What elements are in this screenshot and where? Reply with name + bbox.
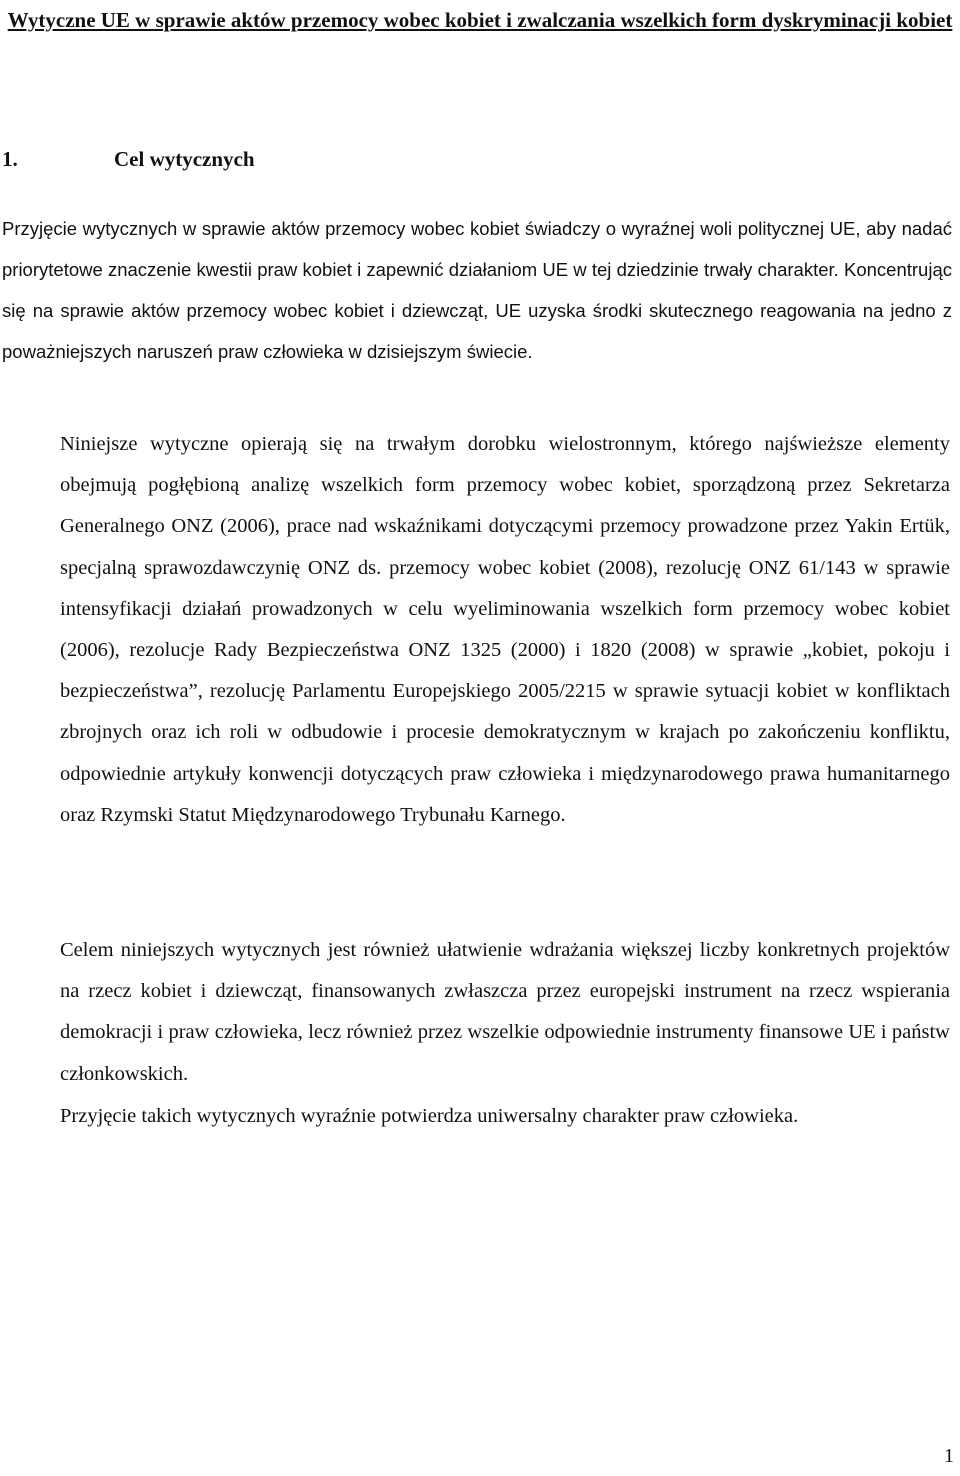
paragraph-intro: Przyjęcie wytycznych w sprawie aktów przemocy wobec kobiet świadczy o wyraźnej woli politycznej UE, aby nadać priorytetowe znaczenie kwestii praw kobiet i zapewnić działaniom UE w tej dziedzinie trwały charakter. Koncentrując się na sprawie aktów przemocy wobec kobiet i dziewcząt, UE uzyska środki skutecznego reagowania na jedno z poważniejszych naruszeń praw człowieka w dzisiejszym świecie.	[2, 218, 952, 362]
section-heading	[2, 142, 255, 176]
section-number: 1.	[2, 147, 18, 171]
page-number: 1	[944, 1445, 954, 1467]
paragraph-goal: Celem niniejszych wytycznych jest również ułatwienie wdrażania większej liczby konkretnych projektów na rzecz kobiet i dziewcząt, finansowanych zwłaszcza przez europejski instrument na rzecz wspierania demokracji i praw człowieka, lecz również przez wszelkie odpowiednie instrumenty finansowe UE i państw członkowskich.	[60, 939, 950, 1085]
paragraph-legal-basis: Niniejsze wytyczne opierają się na trwałym dorobku wielostronnym, którego najświeższe elementy obejmują pogłębioną analizę wszelkich form przemocy wobec kobiet, sporządzoną przez Sekretarza Generalnego ONZ (2006), prace nad wskaźnikami dotyczącymi przemocy prowadzone przez Yakin Ertük, specjalną sprawozdawczynię ONZ ds. przemocy wobec kobiet (2008), rezolucję ONZ 61/143 w sprawie intensyfikacji działań prowadzonych w celu wyeliminowania wszelkich form przemocy wobec kobiet (2006), rezolucje Rady Bezpieczeństwa ONZ 1325 (2000) i 1820 (2008) w sprawie „kobiet, pokoju i bezpieczeństwa”, rezolucję Parlamentu Europejskiego 2005/2215 w sprawie sytuacji kobiet w konfliktach zbrojnych oraz ich roli w odbudowie i procesie demokratycznym w krajach po zakończeniu konfliktu, odpowiednie artykuły konwencji dotyczących praw człowieka i międzynarodowego prawa humanitarnego oraz Rzymski Statut Międzynarodowego Trybunału Karnego.	[60, 433, 950, 826]
paragraph-final: Przyjęcie takich wytycznych wyraźnie potwierdza uniwersalny charakter praw człowieka.	[60, 1105, 799, 1127]
section-title: Cel wytycznych	[114, 147, 255, 171]
document-title: Wytyczne UE w sprawie aktów przemocy wobec kobiet i zwalczania wszelkich form dyskryminacji kobiet	[7, 8, 953, 32]
